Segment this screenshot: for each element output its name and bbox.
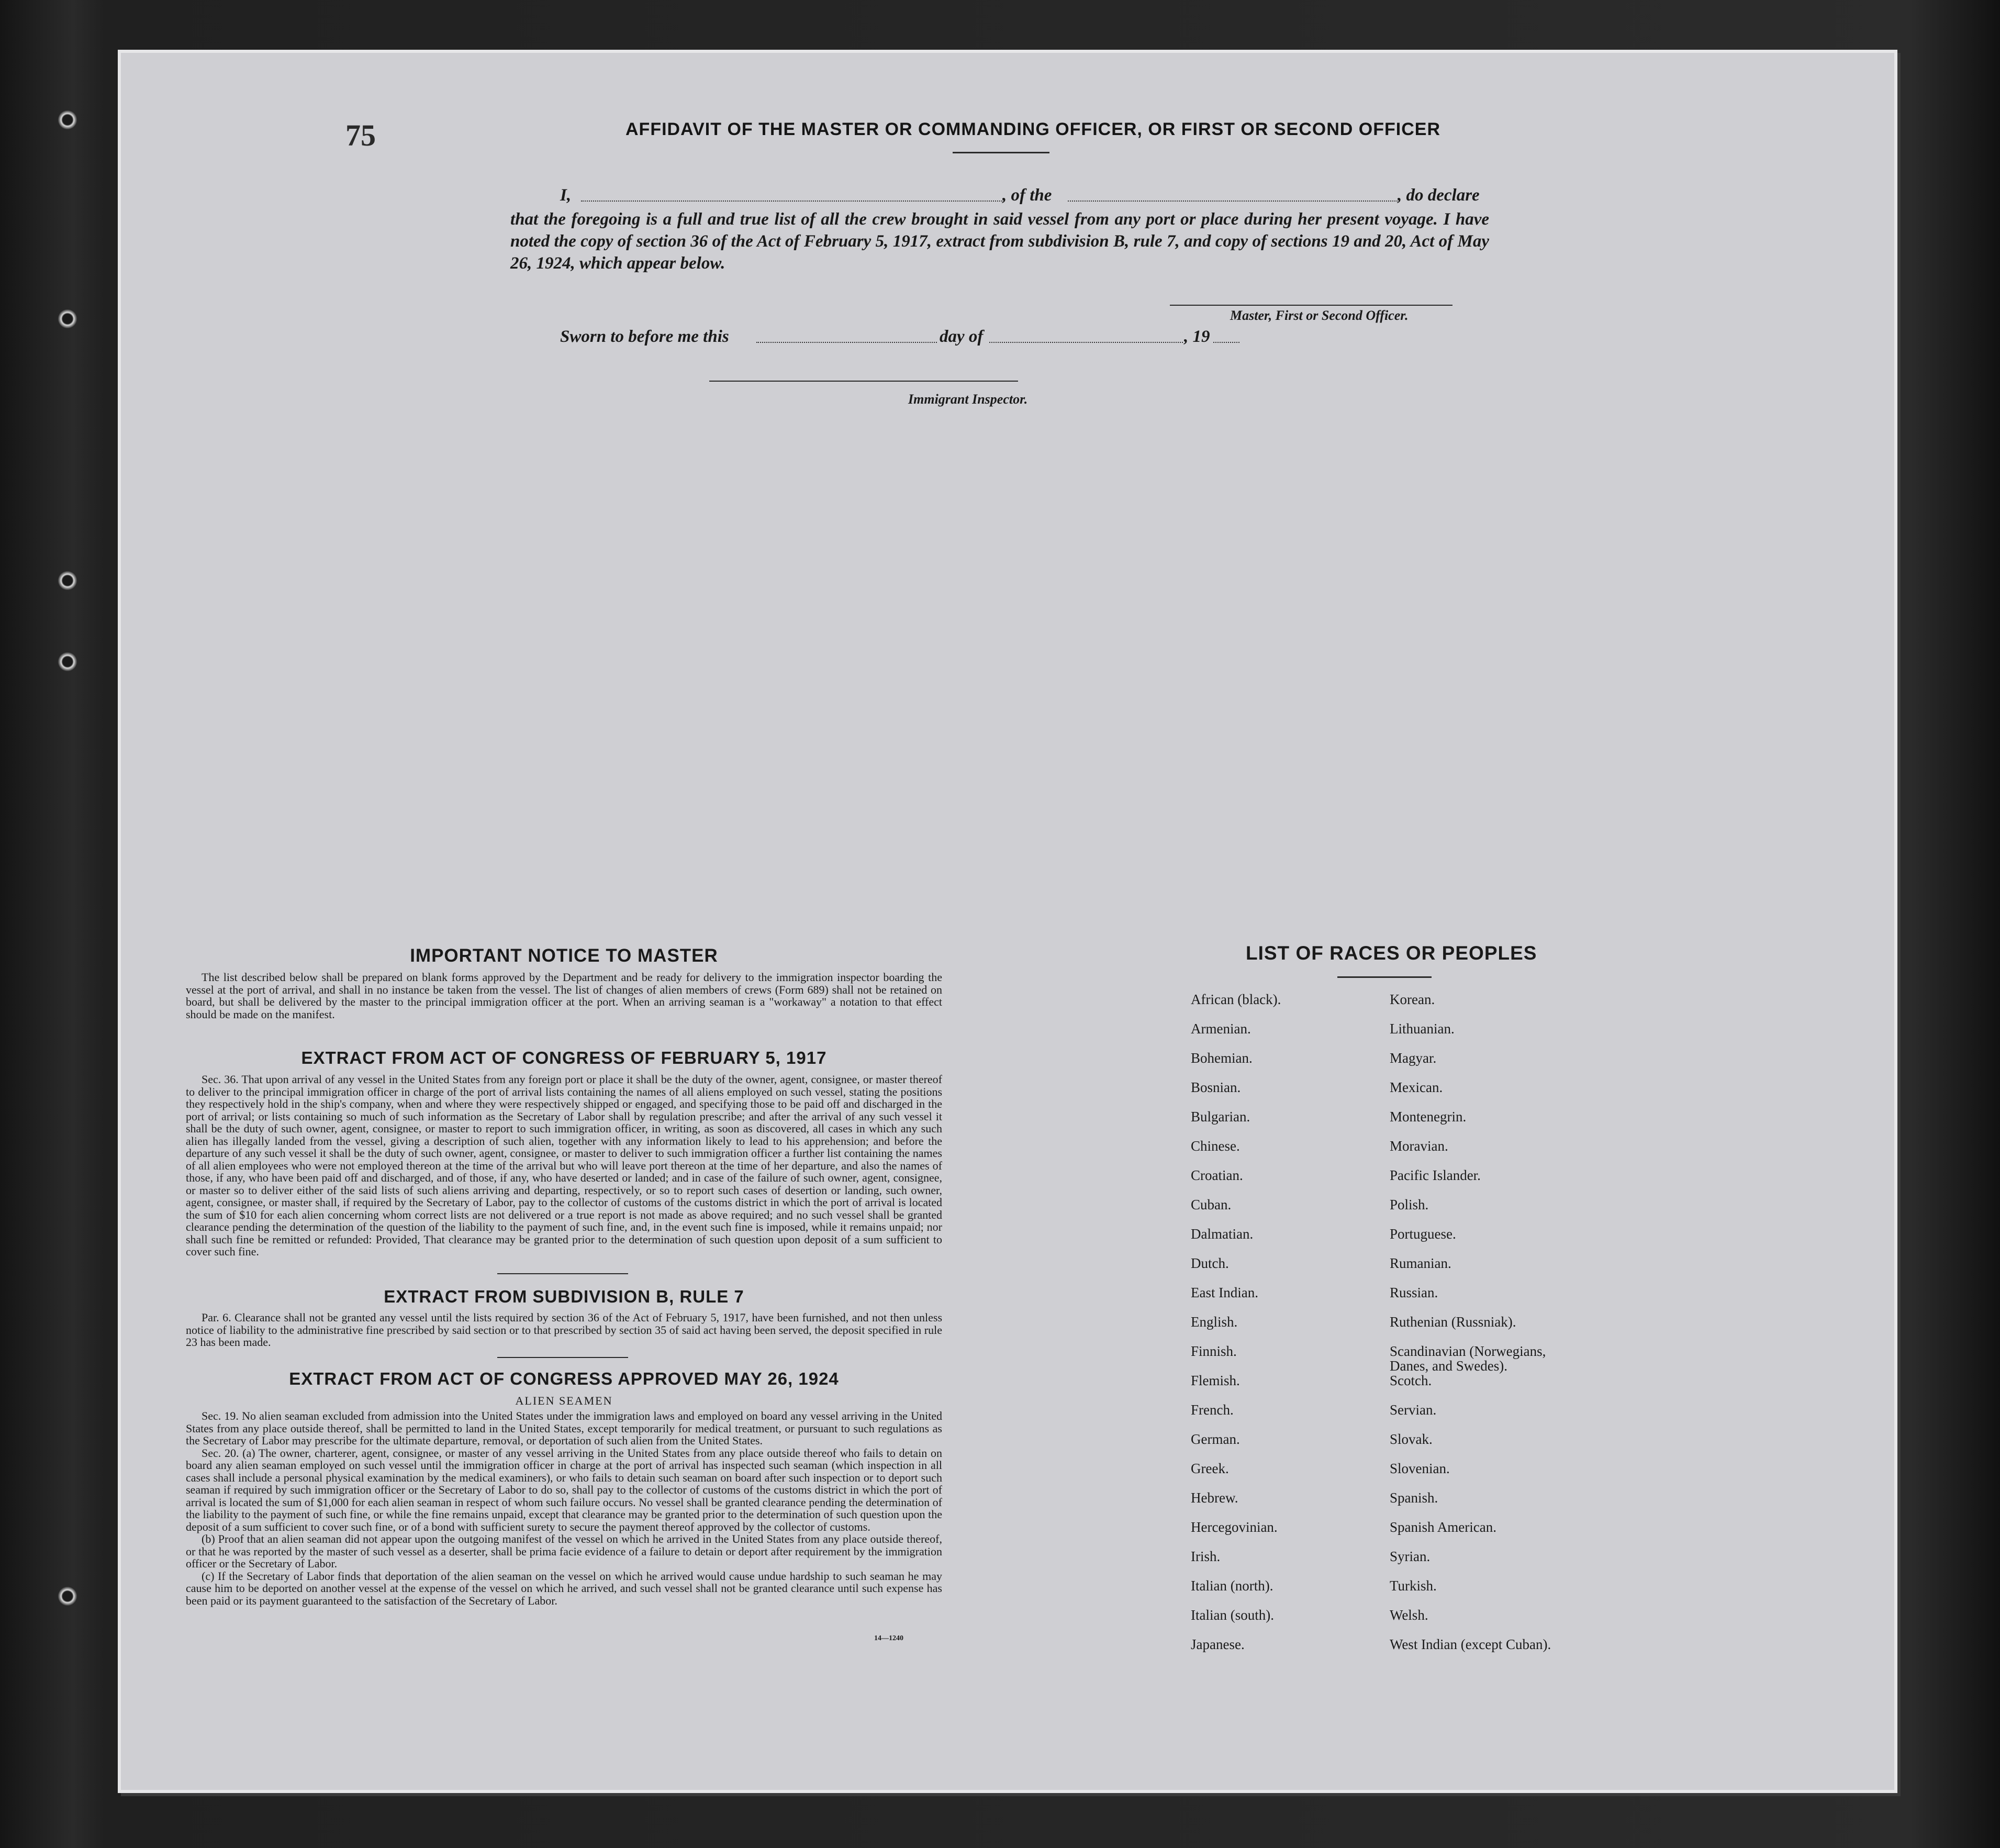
sworn-day-blank (756, 342, 937, 343)
binder-hole-icon (58, 652, 77, 672)
sworn-year-blank (1213, 342, 1239, 343)
race-item: Scandinavian (Norwegians, Danes, and Swedes). (1390, 1343, 1546, 1374)
extract-1917-title: EXTRACT FROM ACT OF CONGRESS OF FEBRUARY 5, 1917 (301, 1048, 827, 1067)
binder-hole-icon (58, 1586, 77, 1606)
race-item: Hebrew. (1191, 1490, 1238, 1506)
race-item: Italian (north). (1191, 1578, 1273, 1594)
vessel-blank (1068, 201, 1398, 202)
notice-paragraph: The list described below shall be prepared on blank forms approved by the Department and be ready for delivery to the immigration inspector boarding the vessel at the port of arrival, and shall in no instance be taken from the vessel. The list of changes of alien members of crews (Form 689) shall not be retained on board, but shall be delivered by the master to the principal immigration officer at the port. When an arriving seaman is a "workaway" a notation to that effect should be made on the manifest. (186, 971, 942, 1021)
sworn-label: Sworn to before me this (560, 327, 729, 346)
race-item: Servian. (1390, 1402, 1437, 1418)
race-item: Bosnian. (1191, 1079, 1241, 1095)
race-item: Irish. (1191, 1549, 1221, 1564)
race-item: African (black). (1191, 992, 1281, 1007)
year-prefix: , 19 (1184, 327, 1210, 346)
race-item: Croatian. (1191, 1167, 1243, 1183)
race-item: Cuban. (1191, 1197, 1232, 1212)
races-left-column (1191, 992, 1364, 1666)
binder-hole-icon (58, 110, 77, 130)
do-declare-label: , do declare (1398, 186, 1480, 205)
section-divider (497, 1273, 628, 1274)
race-item: Italian (south). (1191, 1607, 1274, 1623)
race-item: English. (1191, 1314, 1238, 1330)
rule7-paragraph: Par. 6. Clearance shall not be granted any vessel until the lists required by section 36 of the Act of February 5, 1917, have been furnished, and not then unless notice of liability to the administrative fine prescribed by said section or to that prescribed by section 35 of said act having been served, the deposit specified in rule 23 has been made. (186, 1311, 942, 1349)
form-number: 14—1240 (874, 1634, 903, 1642)
race-item: Rumanian. (1390, 1255, 1451, 1271)
extract-1924-text (186, 1410, 942, 1607)
race-item: Flemish. (1191, 1373, 1240, 1388)
race-item: Greek. (1191, 1461, 1229, 1476)
section-20b-paragraph: (b) Proof that an alien seaman did not appear upon the outgoing manifest of the vessel on which he arrived in the United States from any place outside thereof, or that he was reported by the master of such vessel as a deserter, shall be prima facie evidence of a failure to detain or deport after requirement by the immigration officer or the Secretary of Labor. (186, 1532, 942, 1570)
race-item: Finnish. (1191, 1343, 1237, 1359)
inspector-signature-line (709, 381, 1018, 382)
affidavit-title: AFFIDAVIT OF THE MASTER OR COMMANDING OFFICER, OR FIRST OR SECOND OFFICER (625, 119, 1440, 139)
notice-text (186, 971, 942, 1020)
race-item: Turkish. (1390, 1578, 1437, 1594)
master-signature-label: Master, First or Second Officer. (1230, 308, 1409, 323)
race-item: West Indian (except Cuban). (1390, 1637, 1551, 1652)
alien-seamen-subtitle: ALIEN SEAMEN (515, 1394, 613, 1407)
section-19-paragraph: Sec. 19. No alien seaman excluded from admission into the United States under the immigration laws and employed on board any vessel arriving in the United States from any place outside thereof, shall be permitted to land in the United States, except temporarily for medical treatment, or pursuant to such regulations as the Secretary of Labor may prescribe for the ultimate departure, removal, or deportation of such alien from the United States. (186, 1409, 942, 1447)
race-item: Russian. (1390, 1285, 1438, 1300)
race-item: Syrian. (1390, 1549, 1431, 1564)
race-item: Hercegovinian. (1191, 1519, 1278, 1535)
affidavit-statement: that the foregoing is a full and true list of all the crew brought in said vessel from any port or place during her present voyage. I have noted the copy of section 36 of the Act of February 5, 1917, extract from subdivision B, rule 7, and copy of sections 19 and 20, Act of May 26, 1924, which appear below. (510, 210, 1489, 273)
race-item: German. (1191, 1431, 1240, 1447)
inspector-label: Immigrant Inspector. (908, 392, 1028, 407)
race-item: Slovak. (1390, 1431, 1433, 1447)
race-item: Lithuanian. (1390, 1021, 1455, 1037)
master-signature-line (1170, 305, 1452, 306)
notice-title: IMPORTANT NOTICE TO MASTER (410, 945, 718, 966)
race-item: Slovenian. (1390, 1461, 1450, 1476)
race-item: Dutch. (1191, 1255, 1229, 1271)
race-item: Moravian. (1390, 1138, 1448, 1154)
sworn-month-blank (989, 342, 1183, 343)
section-36-paragraph: Sec. 36. That upon arrival of any vessel in the United States from any foreign port or place it shall be the duty of the owner, agent, consignee, or master thereof to deliver to the principal immigration officer in charge of the port of arrival lists containing the names of all aliens employed on such vessel, stating the positions they respectively hold in the ship's company, when and where they were respectively shipped or engaged, and specifying those to be paid off and discharged in the port of arrival; or lists containing so much of such information as the Secretary of Labor shall by regulation prescribe; and after the arrival of any such vessel it shall be the duty of such owner, agent, consignee, or master to report to such immigration officer, in writing, as soon as discovered, all cases in which any such alien has illegally landed from the vessel, giving a description of such alien, together with any information likely to lead to his apprehension; and before the departure of any such vessel it shall be the duty of such owner, agent, consignee, or master to deliver to such immigration officer a further list containing the names of all alien employees who were not employed thereon at the time of the arrival but who will leave port thereon at the time of her departure, and also the names of those, if any, who have been paid off and discharged, and of those, if any, who have deserted or landed; and in case of the failure of such owner, agent, consignee, or master so to deliver either of the said lists of such aliens arriving and departing, respectively, or so to report such cases of desertion or landing, such owner, agent, consignee, or master shall, if required by the Secretary of Labor, pay to the collector of customs of the customs district in which the port of arrival is located the sum of $10 for each alien concerning whom correct lists are not delivered or a true report is not made as above required; and no such vessel shall be granted clearance pending the determination of the question of the liability to the payment of such fine, and, in the event such fine is imposed, while it remains unpaid; nor shall such fine be remitted or refunded: Provided, That clearance may be granted prior to the determination of such question upon deposit of a sum sufficient to cover such fine. (186, 1073, 942, 1258)
race-item: Portuguese. (1390, 1226, 1456, 1242)
title-rule (953, 152, 1049, 153)
extract-rule7-text (186, 1311, 942, 1349)
race-item: Mexican. (1390, 1079, 1443, 1095)
race-item: Scotch. (1390, 1373, 1432, 1388)
race-item: Armenian. (1191, 1021, 1251, 1037)
race-item: French. (1191, 1402, 1234, 1418)
race-item: Pacific Islander. (1390, 1167, 1481, 1183)
race-item: East Indian. (1191, 1285, 1258, 1300)
race-item: Korean. (1390, 992, 1435, 1007)
race-item: Japanese. (1191, 1637, 1245, 1652)
races-title-rule (1337, 976, 1432, 978)
race-item: Chinese. (1191, 1138, 1240, 1154)
section-20c-paragraph: (c) If the Secretary of Labor finds that deportation of the alien seaman on the vessel on which he arrived would cause undue hardship to such seaman he may cause him to be deported on another vessel at the expense of the vessel on which he arrived, and such vessel shall not be granted clearance until such expense has been paid or its payment guaranteed to the satisfaction of the Secretary of Labor. (186, 1569, 942, 1607)
races-title: LIST OF RACES OR PEOPLES (1246, 942, 1537, 964)
extract-1924-title: EXTRACT FROM ACT OF CONGRESS APPROVED MAY 26, 1924 (289, 1369, 839, 1388)
binder-hole-icon (58, 309, 77, 329)
section-divider (497, 1357, 628, 1358)
binder-hole-icon (58, 571, 77, 591)
race-item: Polish. (1390, 1197, 1429, 1212)
race-item: Dalmatian. (1191, 1226, 1254, 1242)
extract-rule7-title: EXTRACT FROM SUBDIVISION B, RULE 7 (384, 1287, 744, 1306)
section-20a-paragraph: Sec. 20. (a) The owner, charterer, agent, consignee, or master of any vessel arriving in the United States from any place outside thereof who fails to detain on board any alien seaman employed on such vessel until the immigration officer in charge at the port of arrival has inspected such seaman (which inspection in all cases shall include a personal physical examination by the medical examiners), or who fails to detain such seaman on board after such inspection or to deport such seaman if required by such immigration officer or the Secretary of Labor to do so, shall pay to the collector of customs of the customs district in which the port of arrival is located the sum of $1,000 for each alien seaman in respect of whom such failure occurs. No vessel shall be granted clearance pending the determination of the liability to the payment of such fine, or while the fine remains unpaid, except that clearance may be granted prior to the determination of such question upon the deposit of a sum sufficient to cover such fine, or of a bond with sufficient surety to secure the payment thereof approved by the collector of customs. (186, 1446, 942, 1533)
race-item: Welsh. (1390, 1607, 1428, 1623)
day-of-label: day of (940, 327, 984, 346)
of-the-label: , of the (1002, 186, 1052, 205)
extract-1917-text (186, 1073, 942, 1258)
race-item: Montenegrin. (1390, 1109, 1467, 1125)
races-right-column (1390, 992, 1599, 1666)
name-blank (581, 201, 1002, 202)
i-label: I, (560, 186, 572, 205)
race-item: Spanish American. (1390, 1519, 1496, 1535)
race-item: Magyar. (1390, 1050, 1437, 1066)
declaration-line (560, 186, 571, 205)
race-item: Ruthenian (Russniak). (1390, 1314, 1516, 1330)
page-number: 75 (345, 118, 376, 152)
race-item: Bohemian. (1191, 1050, 1253, 1066)
race-item: Bulgarian. (1191, 1109, 1250, 1125)
race-item: Spanish. (1390, 1490, 1438, 1506)
